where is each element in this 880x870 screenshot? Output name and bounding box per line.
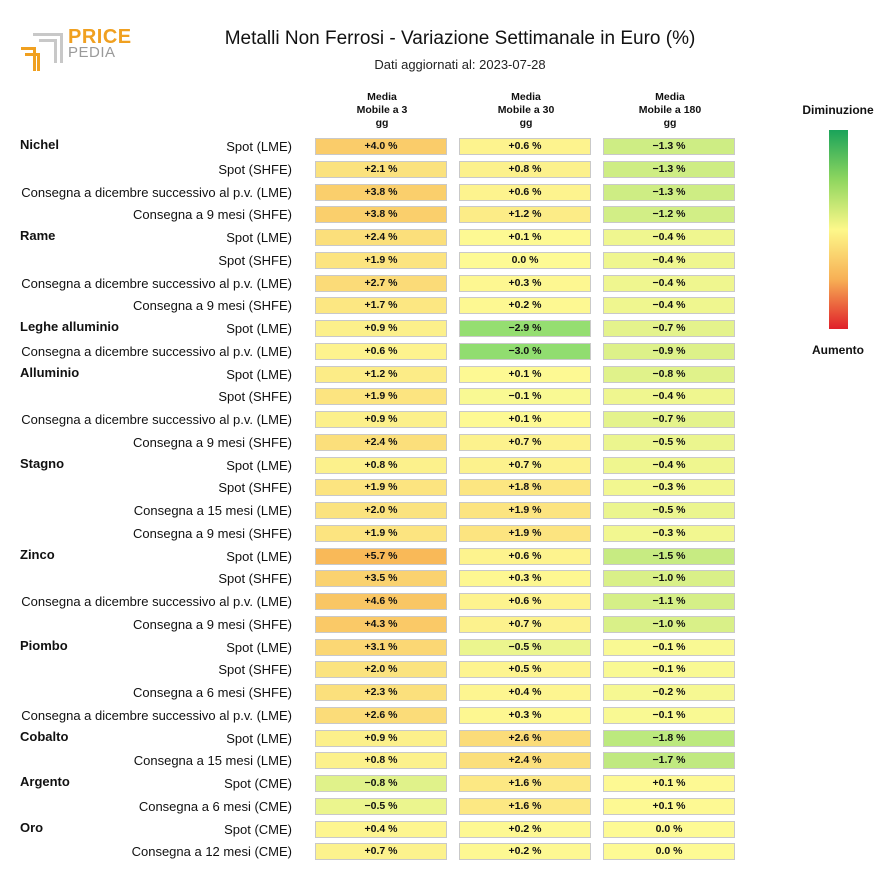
heatmap-cell: −0.9 % <box>603 343 735 360</box>
heatmap-cell: +0.7 % <box>459 457 591 474</box>
heatmap-cell: +3.1 % <box>315 639 447 656</box>
heatmap-cell: −0.8 % <box>315 775 447 792</box>
heatmap-cell: +2.0 % <box>315 661 447 678</box>
heatmap-cell: −0.4 % <box>603 457 735 474</box>
row-label: Spot (LME) <box>226 230 292 245</box>
legend-top-label: Diminuzione <box>802 103 874 117</box>
heatmap-cell: +1.9 % <box>459 525 591 542</box>
heatmap-cell: +0.5 % <box>459 661 591 678</box>
heatmap-cell: +2.4 % <box>459 752 591 769</box>
row-label: Spot (LME) <box>226 366 292 382</box>
row-label: Consegna a 9 mesi (SHFE) <box>133 298 292 314</box>
row-label: Spot (LME) <box>226 457 292 473</box>
group-label: Zinco <box>20 546 55 562</box>
heatmap-cell: −2.9 % <box>459 320 591 337</box>
group-label: Piombo <box>20 637 68 653</box>
legend-color-bar <box>829 130 848 329</box>
column-header-line: Media <box>511 91 541 103</box>
heatmap-cell: +0.7 % <box>315 843 447 860</box>
heatmap-cell: +0.2 % <box>459 843 591 860</box>
row-label: Spot (LME) <box>226 730 292 746</box>
row-label: Consegna a 12 mesi (CME) <box>131 844 292 860</box>
row-label: Spot (SHFE) <box>218 161 292 177</box>
heatmap-cell: +0.1 % <box>603 775 735 792</box>
heatmap-cell: +0.1 % <box>459 229 591 246</box>
heatmap-cell: −0.8 % <box>603 366 735 383</box>
heatmap-cell: −0.5 % <box>459 639 591 656</box>
chart-subtitle: Dati aggiornati al: 2023-07-28 <box>374 57 546 72</box>
row-label: Spot (SHFE) <box>218 252 292 268</box>
heatmap-cell: +0.9 % <box>315 730 447 747</box>
heatmap-cell: 0.0 % <box>603 821 735 838</box>
row-label: Consegna a 9 mesi (SHFE) <box>133 616 292 632</box>
row-label: Spot (SHFE) <box>218 480 292 496</box>
row-label: Spot (SHFE) <box>218 389 292 405</box>
column-header <box>315 91 449 130</box>
heatmap-cell: −1.2 % <box>603 206 735 223</box>
heatmap-cell: 0.0 % <box>459 252 591 269</box>
heatmap-cell: +0.3 % <box>459 570 591 587</box>
group-label: Stagno <box>20 455 65 471</box>
heatmap-cell: +3.8 % <box>315 184 447 201</box>
heatmap-cell: +1.6 % <box>459 798 591 815</box>
heatmap-cell: +0.2 % <box>459 297 591 314</box>
heatmap-cell: +5.7 % <box>315 548 447 565</box>
heatmap-cell: +1.7 % <box>315 297 447 314</box>
legend-bottom-label: Aumento <box>812 343 864 357</box>
row-label: Spot (LME) <box>226 548 292 564</box>
row-label: Spot (CME) <box>224 821 292 837</box>
heatmap-cell: −0.4 % <box>603 275 735 292</box>
heatmap-cell: −1.8 % <box>603 730 735 747</box>
row-label: Consegna a 15 mesi (LME) <box>133 753 292 769</box>
heatmap-cell: +0.1 % <box>459 366 591 383</box>
row-label: Consegna a 9 mesi (SHFE) <box>133 525 292 541</box>
heatmap-cell: −0.4 % <box>603 252 735 269</box>
row-label: Spot (LME) <box>226 139 292 154</box>
heatmap-cell: −0.5 % <box>603 502 735 519</box>
heatmap-cell: +0.7 % <box>459 616 591 633</box>
row-label: Consegna a 15 mesi (LME) <box>133 503 292 518</box>
heatmap-cell: +0.6 % <box>315 343 447 360</box>
column-header-line: Mobile a 180 <box>638 104 702 116</box>
row-label: Consegna a dicembre successivo al p.v. (LME) <box>21 343 292 359</box>
heatmap-cell: −0.7 % <box>603 320 735 337</box>
heatmap-cell: +0.4 % <box>459 684 591 701</box>
column-header-line: Media <box>367 91 397 103</box>
column-header-line: Mobile a 30 <box>497 104 555 116</box>
row-label: Consegna a dicembre successivo al p.v. (LME) <box>21 594 292 609</box>
heatmap-cell: +2.0 % <box>315 502 447 519</box>
heatmap-cell: +1.9 % <box>459 502 591 519</box>
heatmap-cell: +0.8 % <box>315 457 447 474</box>
group-label: Argento <box>20 774 70 789</box>
column-header-line: gg <box>519 117 533 129</box>
column-header-line: gg <box>663 117 677 129</box>
heatmap-cell: +0.4 % <box>315 821 447 838</box>
heatmap-cell: −0.4 % <box>603 229 735 246</box>
heatmap-cell: +4.6 % <box>315 593 447 610</box>
group-label: Cobalto <box>20 728 69 744</box>
row-label: Consegna a dicembre successivo al p.v. (LME) <box>21 275 292 291</box>
row-label: Consegna a 6 mesi (CME) <box>138 798 292 814</box>
row-label: Spot (LME) <box>226 321 292 336</box>
heatmap-cell: +1.9 % <box>315 479 447 496</box>
heatmap-cell: +2.4 % <box>315 229 447 246</box>
heatmap-cell: +1.8 % <box>459 479 591 496</box>
heatmap-cell: +4.3 % <box>315 616 447 633</box>
heatmap-cell: +2.1 % <box>315 161 447 178</box>
heatmap-cell: +0.8 % <box>459 161 591 178</box>
heatmap-cell: +0.3 % <box>459 275 591 292</box>
group-label: Alluminio <box>20 364 80 380</box>
heatmap-cell: +0.6 % <box>459 593 591 610</box>
chart-title: Metalli Non Ferrosi - Variazione Settimanale in Euro (%) <box>224 28 696 49</box>
heatmap-cell: −1.7 % <box>603 752 735 769</box>
column-header-line: gg <box>375 117 389 129</box>
row-label: Consegna a dicembre successivo al p.v. (LME) <box>21 707 292 723</box>
heatmap-cell: +0.9 % <box>315 320 447 337</box>
heatmap-cell: +3.8 % <box>315 206 447 223</box>
row-label: Consegna a 9 mesi (SHFE) <box>133 207 292 223</box>
heatmap-cell: −0.3 % <box>603 479 735 496</box>
group-label: Rame <box>20 228 56 243</box>
heatmap-cell: −1.3 % <box>603 184 735 201</box>
heatmap-cell: +0.8 % <box>315 752 447 769</box>
heatmap-cell: +1.9 % <box>315 388 447 405</box>
heatmap-cell: −1.3 % <box>603 161 735 178</box>
heatmap-cell: −0.3 % <box>603 525 735 542</box>
row-label: Spot (SHFE) <box>218 571 292 587</box>
group-label: Nichel <box>20 137 60 152</box>
row-label: Consegna a dicembre successivo al p.v. (LME) <box>21 412 292 427</box>
heatmap-cell: +0.6 % <box>459 138 591 155</box>
group-label: Leghe alluminio <box>20 319 119 334</box>
heatmap-cell: −0.5 % <box>315 798 447 815</box>
heatmap-cell: −0.4 % <box>603 388 735 405</box>
heatmap-cell: −0.4 % <box>603 297 735 314</box>
heatmap-cell: +0.6 % <box>459 184 591 201</box>
logo-word-pedia: PEDIA <box>68 44 116 61</box>
heatmap-cell: +2.4 % <box>315 434 447 451</box>
heatmap-cell: +0.7 % <box>459 434 591 451</box>
heatmap-cell: +1.9 % <box>315 525 447 542</box>
heatmap-cell: +2.7 % <box>315 275 447 292</box>
heatmap-cell: +1.6 % <box>459 775 591 792</box>
row-label: Consegna a dicembre successivo al p.v. (LME) <box>21 184 292 200</box>
heatmap-cell: +2.3 % <box>315 684 447 701</box>
row-label: Consegna a 9 mesi (SHFE) <box>133 434 292 450</box>
heatmap-cell: −0.2 % <box>603 684 735 701</box>
row-label: Consegna a 6 mesi (SHFE) <box>133 685 292 700</box>
heatmap-cell: −3.0 % <box>459 343 591 360</box>
heatmap-cell: −1.3 % <box>603 138 735 155</box>
column-header <box>603 91 737 130</box>
row-label: Spot (CME) <box>224 776 292 791</box>
heatmap-cell: +1.2 % <box>315 366 447 383</box>
heatmap-cell: +2.6 % <box>315 707 447 724</box>
heatmap-cell: −0.1 % <box>603 707 735 724</box>
heatmap-cell: −0.1 % <box>603 639 735 656</box>
heatmap-cell: −1.0 % <box>603 616 735 633</box>
group-label: Oro <box>20 819 44 835</box>
heatmap-cell: −0.7 % <box>603 411 735 428</box>
heatmap-cell: +0.1 % <box>459 411 591 428</box>
heatmap-cell: −1.1 % <box>603 593 735 610</box>
row-label: Spot (LME) <box>226 639 292 655</box>
heatmap-cell: +2.6 % <box>459 730 591 747</box>
heatmap-cell: +1.9 % <box>315 252 447 269</box>
heatmap-cell: −1.5 % <box>603 548 735 565</box>
heatmap-cell: +3.5 % <box>315 570 447 587</box>
heatmap-cell: +0.3 % <box>459 707 591 724</box>
heatmap-cell: 0.0 % <box>603 843 735 860</box>
heatmap-cell: −0.5 % <box>603 434 735 451</box>
heatmap-cell: +0.9 % <box>315 411 447 428</box>
heatmap-cell: +1.2 % <box>459 206 591 223</box>
heatmap-cell: +0.2 % <box>459 821 591 838</box>
column-header <box>459 91 593 130</box>
heatmap-cell: +0.6 % <box>459 548 591 565</box>
heatmap-cell: −0.1 % <box>603 661 735 678</box>
heatmap-cell: +0.1 % <box>603 798 735 815</box>
heatmap-cell: +4.0 % <box>315 138 447 155</box>
column-header-line: Mobile a 3 <box>356 104 408 116</box>
heatmap-cell: −0.1 % <box>459 388 591 405</box>
heatmap-cell: −1.0 % <box>603 570 735 587</box>
logo-word-price: PRICE <box>68 26 132 48</box>
row-label: Spot (SHFE) <box>218 662 292 678</box>
column-header-line: Media <box>655 91 685 103</box>
